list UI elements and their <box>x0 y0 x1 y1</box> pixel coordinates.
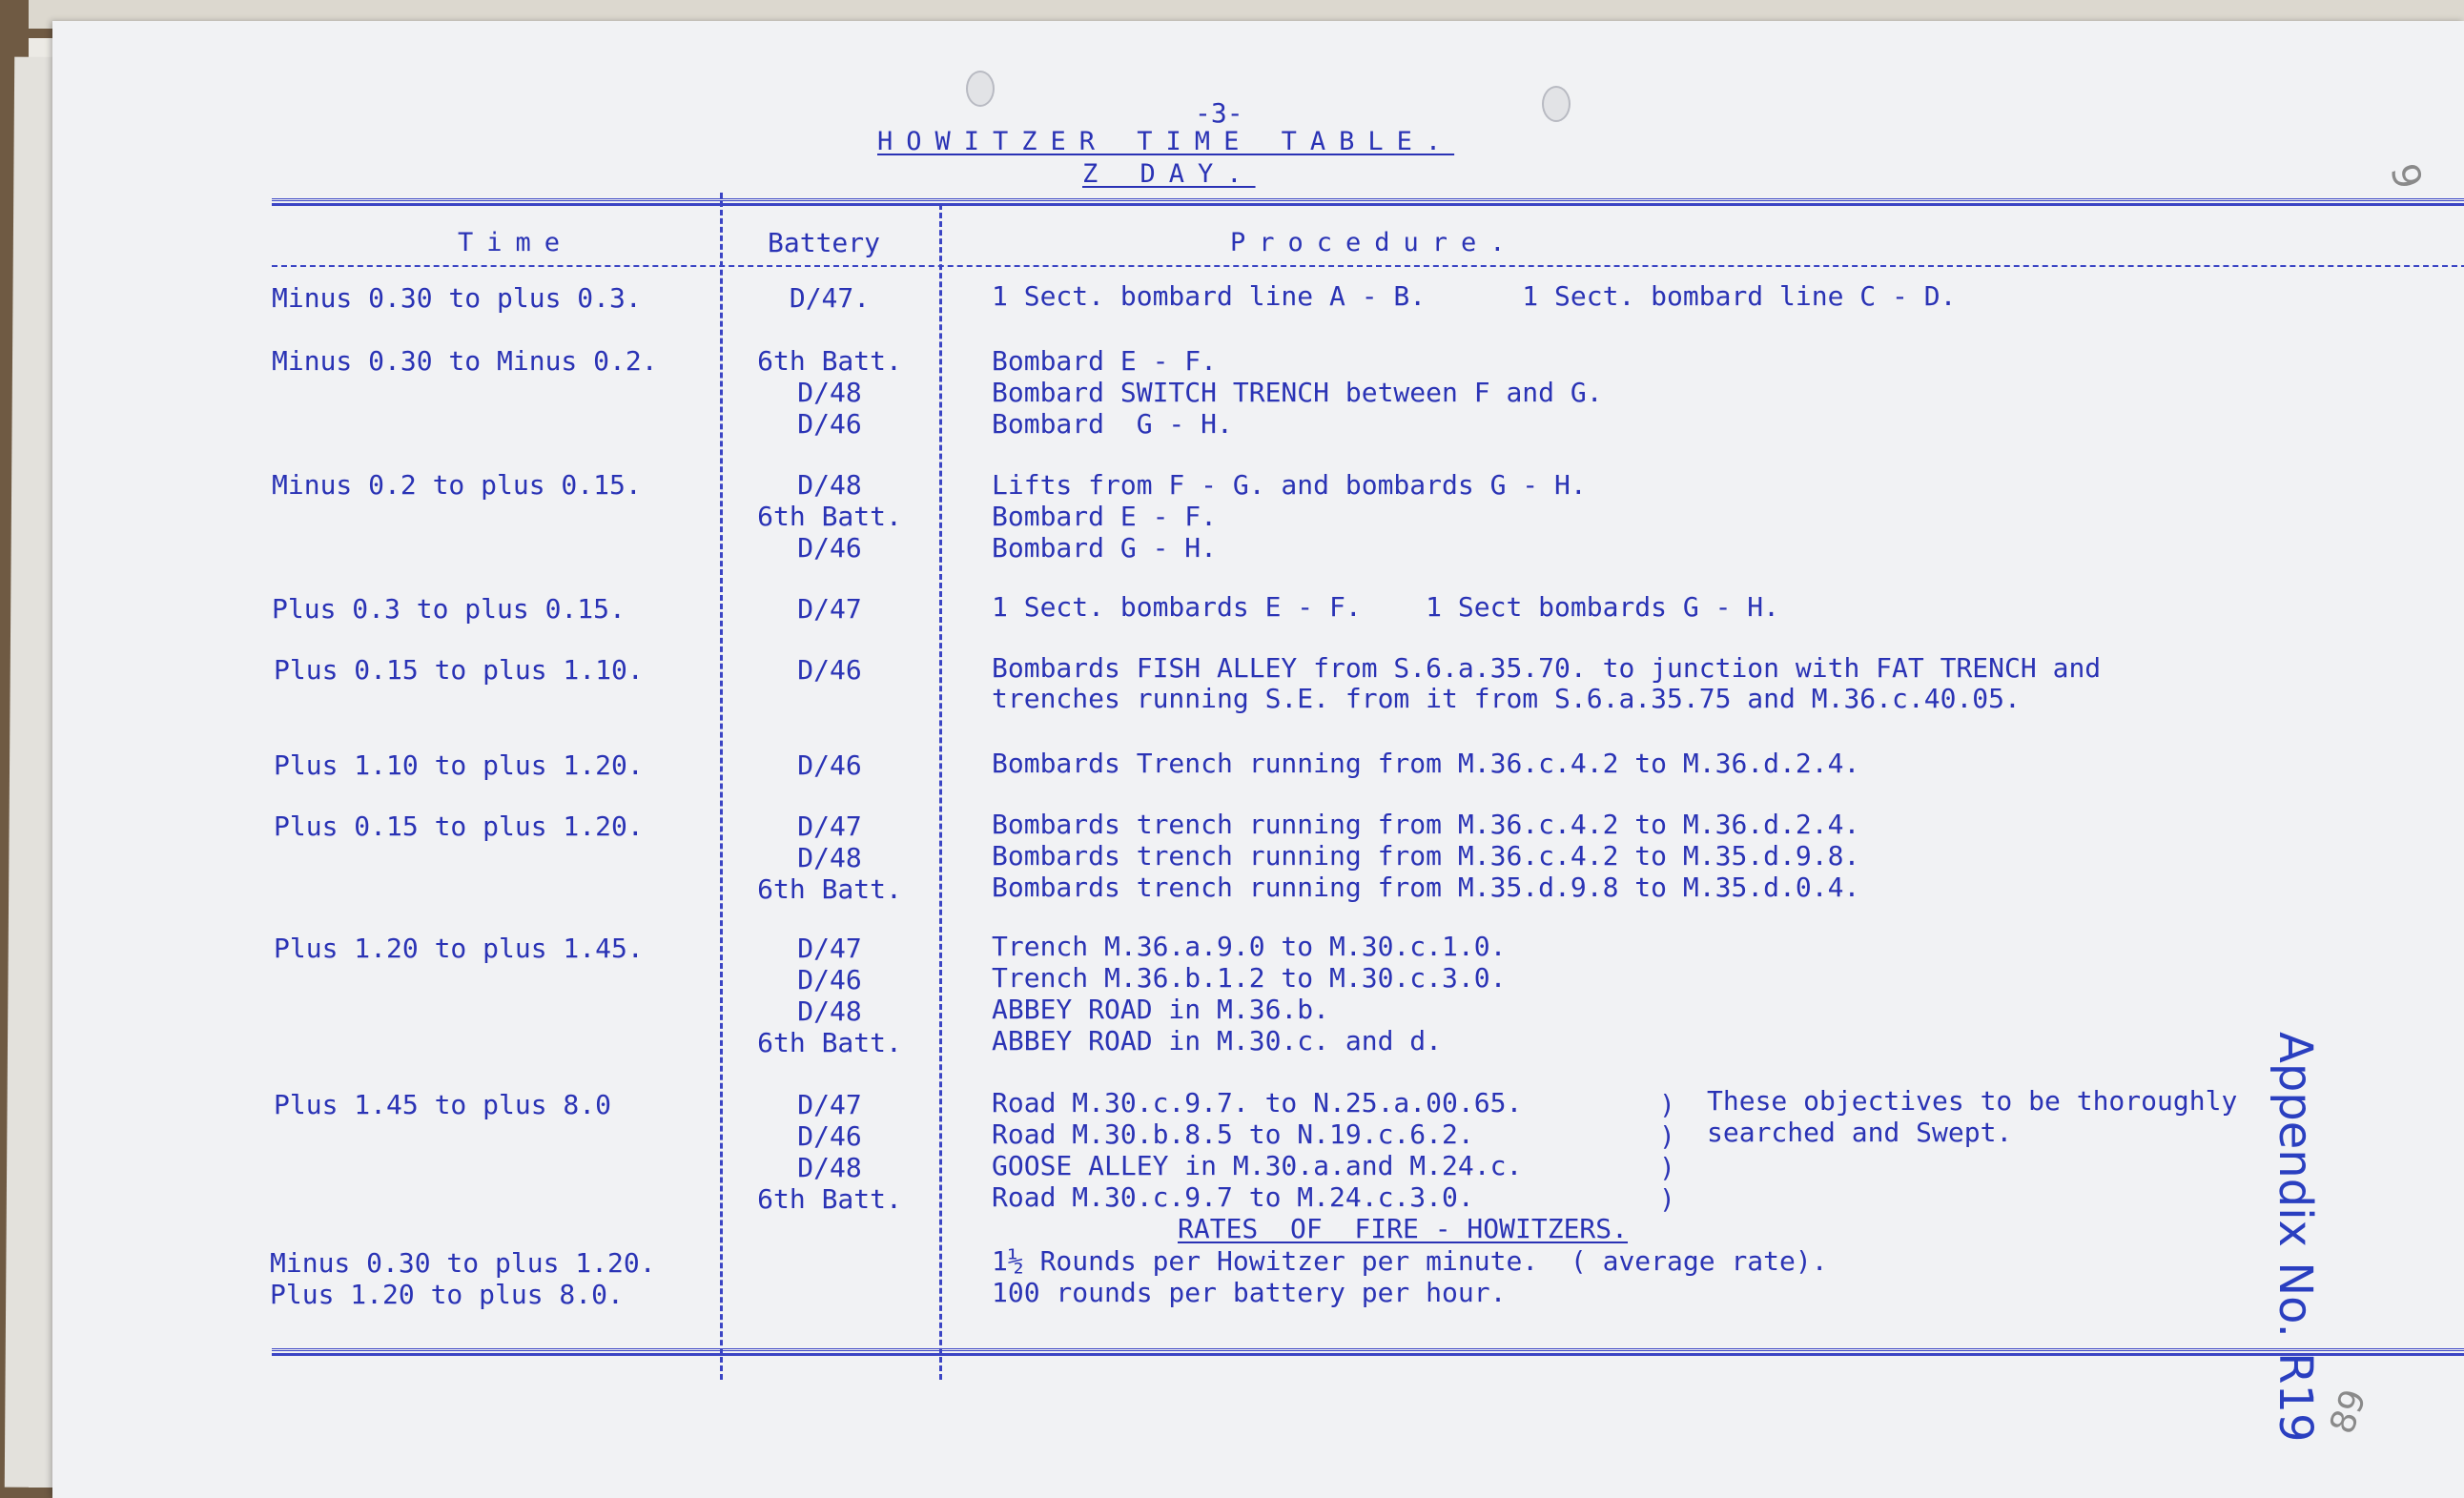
header-rule <box>272 265 2464 267</box>
row-battery: D/48 <box>797 995 862 1027</box>
page-title: HOWITZER TIME TABLE. <box>877 127 1455 156</box>
punch-hole <box>1542 86 1571 122</box>
row-time: Plus 0.15 to plus 1.10. <box>274 654 644 686</box>
row-battery: D/48 <box>797 1152 862 1183</box>
appendix-annotation: Appendix No. R19 <box>2269 1032 2322 1443</box>
punch-hole <box>966 71 995 107</box>
column-header-procedure: Procedure. <box>1230 228 1519 257</box>
row-battery: 6th Batt. <box>757 873 902 905</box>
row-battery: D/48 <box>797 377 862 408</box>
rates-heading: RATES OF FIRE - HOWITZERS. <box>1178 1213 1629 1244</box>
row-procedure: Trench M.36.b.1.2 to M.30.c.3.0. <box>992 962 1507 994</box>
row-procedure: 1 Sect. bombards E - F. 1 Sect bombards G - H. <box>992 591 1780 623</box>
row-battery: 6th Batt. <box>757 1027 902 1058</box>
row-battery: D/47. <box>789 282 871 314</box>
row-battery: D/46 <box>797 749 862 781</box>
corner-mark: 9 <box>2381 158 2431 195</box>
page-subtitle: Z DAY. <box>1082 159 1256 189</box>
row-procedure: ABBEY ROAD in M.36.b. <box>992 994 1330 1025</box>
row-time: Plus 0.3 to plus 0.15. <box>272 593 626 625</box>
row-procedure: 1 Sect. bombard line A - B. 1 Sect. bombard line C - D. <box>992 280 1957 312</box>
rates-value: 100 rounds per battery per hour. <box>992 1277 1507 1308</box>
row-battery: D/46 <box>797 1120 862 1152</box>
row-procedure: Bombard SWITCH TRENCH between F and G. <box>992 377 1603 408</box>
column-header-time: Time <box>458 228 574 257</box>
row-procedure: Bombards Trench running from M.36.c.4.2 to M.36.d.2.4. <box>992 748 1860 779</box>
row-procedure: trenches running S.E. from it from S.6.a.35.75 and M.36.c.40.05. <box>992 683 2021 714</box>
row-time: Minus 0.2 to plus 0.15. <box>272 469 642 501</box>
top-rule <box>272 198 2464 206</box>
row-procedure: Lifts from F - G. and bombards G - H. <box>992 469 1587 501</box>
column-divider <box>939 204 942 1380</box>
rates-time: Minus 0.30 to plus 1.20. <box>270 1247 656 1279</box>
row-battery: D/47 <box>797 933 862 964</box>
row-procedure: Trench M.36.a.9.0 to M.30.c.1.0. <box>992 931 1507 962</box>
row-procedure: Road M.30.c.9.7 to M.24.c.3.0. <box>992 1181 1474 1213</box>
document-page <box>52 21 2464 1498</box>
row-battery: D/46 <box>797 408 862 440</box>
row-battery: D/46 <box>797 964 862 995</box>
row-time: Plus 1.20 to plus 1.45. <box>274 933 644 964</box>
row-procedure: Bombards trench running from M.36.c.4.2 to M.36.d.2.4. <box>992 809 1860 840</box>
brace: ) <box>1659 1089 1675 1120</box>
brace: ) <box>1659 1152 1675 1183</box>
page-number: -3- <box>1195 97 1243 129</box>
row-procedure: Bombards trench running from M.35.d.9.8 to M.35.d.0.4. <box>992 872 1860 903</box>
rates-value: 1½ Rounds per Howitzer per minute. ( average rate). <box>992 1245 1828 1277</box>
row-procedure: Bombards FISH ALLEY from S.6.a.35.70. to junction with FAT TRENCH and <box>992 652 2102 684</box>
row-note: These objectives to be thoroughly <box>1707 1085 2238 1117</box>
row-battery: D/48 <box>797 469 862 501</box>
row-battery: D/47 <box>797 811 862 842</box>
row-time: Minus 0.30 to Minus 0.2. <box>272 345 658 377</box>
row-procedure: Bombard G - H. <box>992 532 1218 564</box>
row-battery: D/46 <box>797 532 862 564</box>
row-battery: D/47 <box>797 1089 862 1120</box>
rates-time: Plus 1.20 to plus 8.0. <box>270 1279 624 1310</box>
bottom-rule <box>272 1348 2464 1356</box>
brace: ) <box>1659 1183 1675 1215</box>
row-battery: 6th Batt. <box>757 501 902 532</box>
row-procedure: GOOSE ALLEY in M.30.a.and M.24.c. <box>992 1150 1523 1181</box>
column-header-battery: Battery <box>768 227 881 258</box>
row-time: Plus 0.15 to plus 1.20. <box>274 811 644 842</box>
row-procedure: Road M.30.b.8.5 to N.19.c.6.2. <box>992 1118 1474 1150</box>
row-battery: D/48 <box>797 842 862 873</box>
brace: ) <box>1659 1120 1675 1152</box>
row-battery: 6th Batt. <box>757 345 902 377</box>
row-procedure: Bombard E - F. <box>992 345 1218 377</box>
row-battery: D/46 <box>797 654 862 686</box>
row-battery: D/47 <box>797 593 862 625</box>
row-procedure: Road M.30.c.9.7. to N.25.a.00.65. <box>992 1087 1523 1118</box>
row-battery: 6th Batt. <box>757 1183 902 1215</box>
row-procedure: Bombards trench running from M.36.c.4.2 to M.35.d.9.8. <box>992 840 1860 872</box>
row-time: Plus 1.45 to plus 8.0 <box>274 1089 612 1120</box>
row-procedure: Bombard E - F. <box>992 501 1218 532</box>
folio-number: 89 <box>2322 1384 2375 1440</box>
row-procedure: ABBEY ROAD in M.30.c. and d. <box>992 1025 1443 1057</box>
column-divider <box>720 193 723 1380</box>
row-note: searched and Swept. <box>1707 1117 2013 1148</box>
row-time: Minus 0.30 to plus 0.3. <box>272 282 642 314</box>
row-procedure: Bombard G - H. <box>992 408 1233 440</box>
row-time: Plus 1.10 to plus 1.20. <box>274 749 644 781</box>
